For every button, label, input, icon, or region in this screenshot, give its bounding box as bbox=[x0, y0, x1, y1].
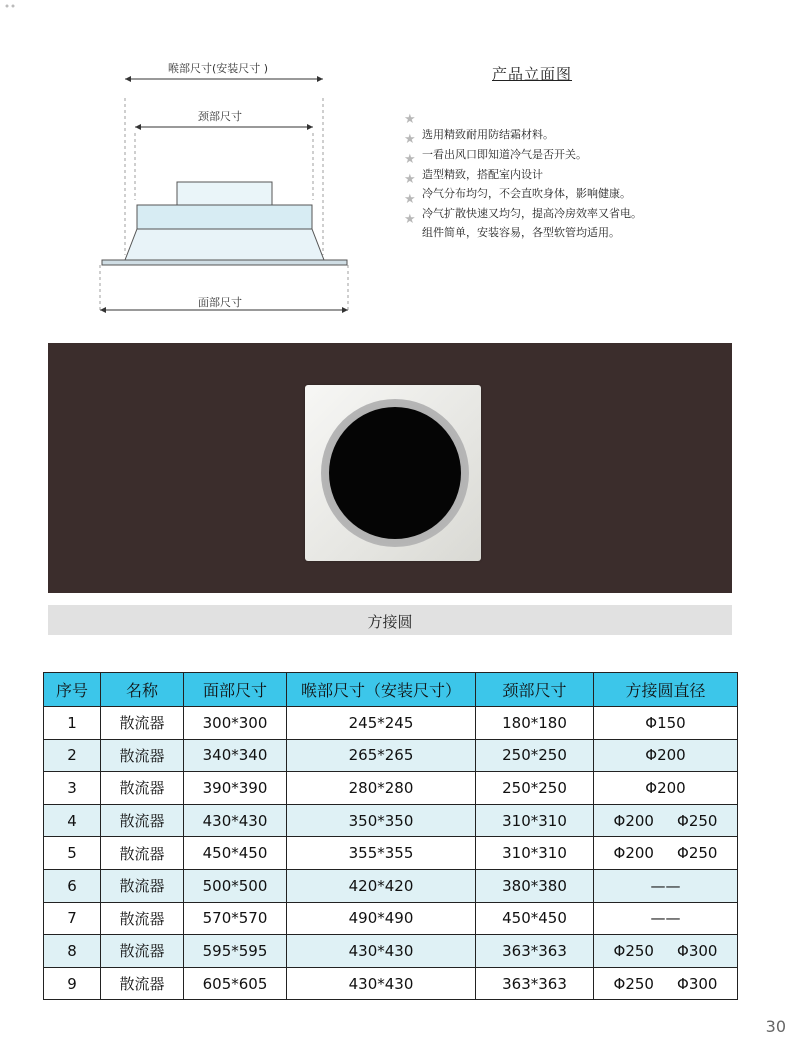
diameter-value: Φ300 bbox=[677, 974, 718, 993]
product-photo bbox=[48, 343, 732, 593]
cell-name: 散流器 bbox=[101, 902, 184, 935]
cell-face: 340*340 bbox=[184, 739, 287, 772]
round-opening bbox=[329, 407, 461, 539]
cell-name: 散流器 bbox=[101, 967, 184, 1000]
diameter-value: Φ250 bbox=[677, 844, 718, 863]
header-name: 名称 bbox=[101, 673, 184, 707]
cell-face: 570*570 bbox=[184, 902, 287, 935]
header-throat: 喉部尺寸（安装尺寸） bbox=[287, 673, 476, 707]
dimension-diagram bbox=[90, 50, 360, 325]
cell-throat: 280*280 bbox=[287, 772, 476, 805]
diameter-value: Φ250 bbox=[613, 941, 654, 960]
cell-diameter bbox=[594, 739, 738, 772]
cell-no: 9 bbox=[44, 967, 101, 1000]
feature-item: 选用精致耐用防结霜材料。 bbox=[422, 128, 554, 141]
diameter-value: Φ250 bbox=[677, 811, 718, 830]
cell-throat: 245*245 bbox=[287, 707, 476, 740]
star-icon: ★ bbox=[404, 172, 416, 187]
table-row bbox=[44, 902, 738, 935]
cell-diameter bbox=[594, 869, 738, 902]
feature-item: 造型精致，搭配室内设计 bbox=[422, 168, 543, 181]
cell-neck: 250*250 bbox=[476, 772, 594, 805]
star-icon: ★ bbox=[404, 112, 416, 127]
caption-bar bbox=[48, 605, 732, 635]
table-row bbox=[44, 837, 738, 870]
cell-face: 300*300 bbox=[184, 707, 287, 740]
cell-throat: 430*430 bbox=[287, 967, 476, 1000]
diameter-value: Φ250 bbox=[613, 974, 654, 993]
caption-text: 方接圆 bbox=[367, 613, 413, 631]
elevation-title: 产品立面图 bbox=[492, 65, 573, 83]
throat-size-label: 喉部尺寸(安装尺寸 ) bbox=[168, 62, 269, 75]
table-row bbox=[44, 739, 738, 772]
page-number: 30 bbox=[765, 1017, 786, 1036]
cell-throat: 350*350 bbox=[287, 804, 476, 837]
table-row bbox=[44, 869, 738, 902]
diameter-value: Φ200 bbox=[645, 746, 686, 765]
cell-neck: 310*310 bbox=[476, 804, 594, 837]
cell-diameter bbox=[594, 772, 738, 805]
table-row bbox=[44, 935, 738, 968]
spec-table bbox=[43, 672, 738, 1000]
cell-neck: 250*250 bbox=[476, 739, 594, 772]
cell-neck: 310*310 bbox=[476, 837, 594, 870]
cell-diameter bbox=[594, 967, 738, 1000]
star-icon: ★ bbox=[404, 152, 416, 167]
cell-no: 4 bbox=[44, 804, 101, 837]
header-no: 序号 bbox=[44, 673, 101, 707]
table-header-row bbox=[44, 673, 738, 707]
cell-face: 450*450 bbox=[184, 837, 287, 870]
cell-face: 500*500 bbox=[184, 869, 287, 902]
cell-name: 散流器 bbox=[101, 804, 184, 837]
cell-throat: 420*420 bbox=[287, 869, 476, 902]
cell-neck: 363*363 bbox=[476, 935, 594, 968]
cell-throat: 490*490 bbox=[287, 902, 476, 935]
cell-name: 散流器 bbox=[101, 707, 184, 740]
cell-no: 7 bbox=[44, 902, 101, 935]
cell-diameter bbox=[594, 902, 738, 935]
table-row bbox=[44, 804, 738, 837]
feature-item: 冷气分布均匀，不会直吹身体，影响健康。 bbox=[422, 187, 631, 200]
cell-name: 散流器 bbox=[101, 739, 184, 772]
cell-throat: 430*430 bbox=[287, 935, 476, 968]
star-icon: ★ bbox=[404, 212, 416, 227]
cell-face: 430*430 bbox=[184, 804, 287, 837]
cell-no: 8 bbox=[44, 935, 101, 968]
round-collar bbox=[321, 399, 469, 547]
cell-no: 1 bbox=[44, 707, 101, 740]
diameter-value: Φ150 bbox=[645, 713, 686, 732]
cell-diameter bbox=[594, 804, 738, 837]
diameter-value: Φ200 bbox=[645, 778, 686, 797]
cell-name: 散流器 bbox=[101, 935, 184, 968]
diameter-value: —— bbox=[650, 909, 681, 928]
diameter-value: Φ200 bbox=[613, 844, 654, 863]
neck-size-label: 颈部尺寸 bbox=[198, 110, 242, 123]
cell-diameter bbox=[594, 935, 738, 968]
cell-no: 2 bbox=[44, 739, 101, 772]
header-face: 面部尺寸 bbox=[184, 673, 287, 707]
feature-item: 冷气扩散快速又均匀，提高冷房效率又省电。 bbox=[422, 207, 642, 220]
header-diameter: 方接圆直径 bbox=[594, 673, 738, 707]
cell-face: 390*390 bbox=[184, 772, 287, 805]
feature-item: 组件简单，安装容易，各型软管均适用。 bbox=[422, 226, 620, 239]
cell-neck: 450*450 bbox=[476, 902, 594, 935]
cell-no: 6 bbox=[44, 869, 101, 902]
cell-neck: 180*180 bbox=[476, 707, 594, 740]
cell-name: 散流器 bbox=[101, 772, 184, 805]
diffuser-elevation-drawing bbox=[90, 50, 360, 325]
diameter-value: Φ300 bbox=[677, 941, 718, 960]
star-icon: ★ bbox=[404, 192, 416, 207]
cell-face: 605*605 bbox=[184, 967, 287, 1000]
cell-diameter bbox=[594, 707, 738, 740]
cell-no: 5 bbox=[44, 837, 101, 870]
header-neck: 颈部尺寸 bbox=[476, 673, 594, 707]
corner-mark bbox=[4, 4, 26, 8]
square-plate bbox=[305, 385, 481, 561]
face-size-label: 面部尺寸 bbox=[198, 296, 242, 309]
cell-name: 散流器 bbox=[101, 869, 184, 902]
cell-diameter bbox=[594, 837, 738, 870]
cell-neck: 380*380 bbox=[476, 869, 594, 902]
table-row bbox=[44, 967, 738, 1000]
feature-item: 一看出风口即知道冷气是否开关。 bbox=[422, 148, 587, 161]
cell-name: 散流器 bbox=[101, 837, 184, 870]
star-icon: ★ bbox=[404, 132, 416, 147]
diameter-value: Φ200 bbox=[613, 811, 654, 830]
cell-throat: 355*355 bbox=[287, 837, 476, 870]
table-body bbox=[44, 707, 738, 1000]
cell-throat: 265*265 bbox=[287, 739, 476, 772]
table-row bbox=[44, 707, 738, 740]
diameter-value: —— bbox=[650, 876, 681, 895]
table-row bbox=[44, 772, 738, 805]
cell-face: 595*595 bbox=[184, 935, 287, 968]
cell-no: 3 bbox=[44, 772, 101, 805]
cell-neck: 363*363 bbox=[476, 967, 594, 1000]
